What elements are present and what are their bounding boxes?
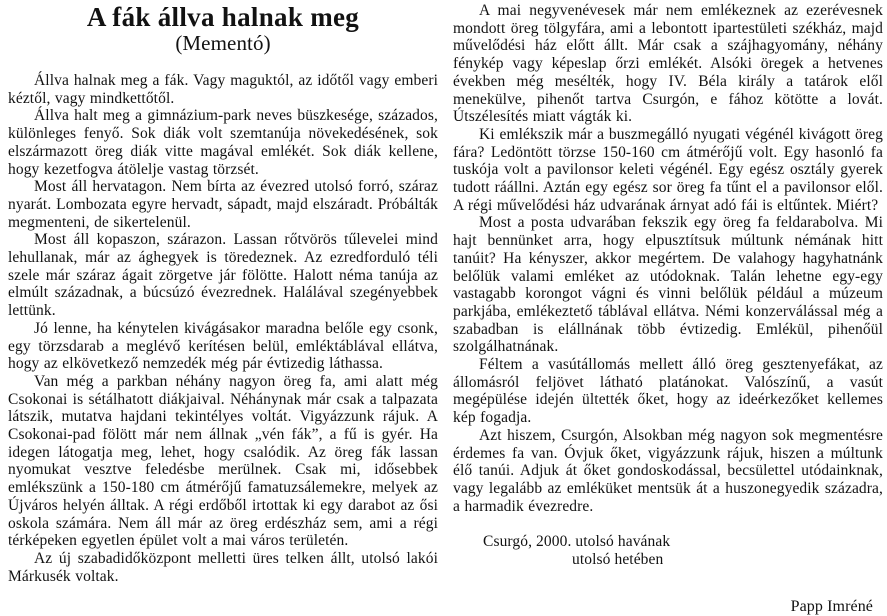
paragraph: Féltem a vasútállomás mellett álló öreg gesztenyefákat, az állomásról feljövet látható platánokat. Valószínű, a vasút megépülése idején ültették őket, hogy az ideérkezőket kellemes kép fogadja. (453, 356, 883, 427)
paragraph: Azt hiszem, Csurgón, Alsokban még nagyon sok megmentésre érdemes fa van. Óvjuk őket, vigyázzunk rájuk, hiszen a múltunk élő tanúi. Adjuk át őket gondoskodással, becsülettel utódainknak, vagy legalább az emléküket mentsük át a huszonegyedik századra, a harmadik évezredre. (453, 426, 883, 515)
page-subtitle: (Mementó) (175, 31, 271, 55)
dateline-place-year: Csurgó, 2000. utolsó havának (483, 533, 671, 551)
right-column (453, 2, 883, 616)
page-title: A fák állva halnak meg (86, 2, 360, 32)
dateline (453, 533, 883, 568)
author-signature: Papp Imréné (790, 597, 873, 615)
paragraph: Most a posta udvarában fekszik egy öreg fa feldarabolva. Mi hajt bennünket arra, hogy elpusztítsuk múltunk némának hitt tanúit? Ha kényszer, akkor megértem. De valahogy hagyhatnánk belőlük valami emléket az utódoknak. Talán lehetne egy-egy vastagabb korongot vágni és vinni belőlük például a múzeum parkjába, emlékeztető táblával ellátva. Némi konzerválással még a szabadban is elállnának több évtizedig. Emlékül, pihenőül szolgálhatnának. (453, 214, 883, 356)
paragraph: Jó lenne, ha kénytelen kivágásakor maradna belőle egy csonk, egy törzsdarab a meglévő kerítésen belül, emléktáblával ellátva, hogy az elkövetkező nemzedék még pár évtizedig láthassa. (8, 319, 438, 373)
paragraph: Az új szabadidőközpont melletti üres telken állt, utolsó lakói Márkusék voltak. (8, 549, 438, 585)
paragraph: Van még a parkban néhány nagyon öreg fa, ami alatt még Csokonai is sétálhatott diákjaival. Néhánynak már csak a talpazata látszik, mutatva hajdani tekintélyes voltát. Vigyázzunk rájuk. A Csokonai-pad fölött már nem állnak „vén fák”, a fű is gyér. Ha idegen látogatja meg, lehet, hogy csalódik. Az öreg fák lassan nyomukat vesztve feledésbe merülnek. Csak mi, idősebbek emlékszünk a 150-180 cm átmérőjű famatuzsálemekre, melyek az Újváros helyén álltak. A régi erdőből irtottak ki egy darabot az ősi oskola számára. Nem áll már az öreg erdészház sem, ami a régi térképeken egyetlen épület volt a mai város területén. (8, 372, 438, 550)
paragraph: Most áll kopaszon, szárazon. Lassan rőtvörös tűlevelei mind lehullanak, már az ághegyek is töredeznek. Az ezredforduló téli szele már száraz ágait zörgetve jár fölötte. Halott néma tanúja az elmúlt századnak, a búcsúzó évezrednek. Halálával szegényebbek lettünk. (8, 231, 438, 320)
paragraph: Állva halnak meg a fák. Vagy maguktól, az időtől vagy emberi kéztől, vagy mindkettőtől. (8, 72, 438, 107)
dateline-week: utolsó hetében (572, 551, 664, 569)
paragraph: Állva halt meg a gimnázium-park neves büszkesége, százados, különleges fenyő. Sok diák volt szemtanúja növekedésének, sok elszármazott öreg diák vitte magával emlékét. Sok diák kellene, hogy kezetfogva átölelje vastag törzsét. (8, 107, 438, 178)
paragraph: Ki emlékszik már a buszmegálló nyugati végénél kivágott öreg fára? Ledöntött törzse 150-160 cm átmérőjű volt. Egy hasonló fa tuskója volt a pavilonsor keleti végénél. Egy egész osztály gyerek tudott ráállni. Aztán egy egész sor öreg fa tűnt el a pavilonsor elől. A régi művelődési ház udvarának árnyat adó fái is eltűntek. Miért? (453, 125, 883, 214)
left-column (8, 2, 438, 616)
paragraph: A mai negyvenévesek már nem emlékeznek az ezerévesnek mondott öreg tölgyfára, ami a lebontott ipartestületi székház, majd művelődési ház előtt állt. Már csak a szájhagyomány, néhány fénykép vagy képeslap őrzi emlékét. Alsóki öregek a hetvenes években még mesélték, hogy IV. Béla király a tatárok elől menekülve, pihenőt tartva Csurgón, e fához kötötte a lovát. Útszélesítés miatt vágták ki. (453, 2, 883, 126)
paragraph: Most áll hervatagon. Nem bírta az évezred utolsó forró, száraz nyarát. Lombozata egyre hervadt, sápadt, majd elszáradt. Próbálták megmenteni, de sikertelenül. (8, 178, 438, 231)
